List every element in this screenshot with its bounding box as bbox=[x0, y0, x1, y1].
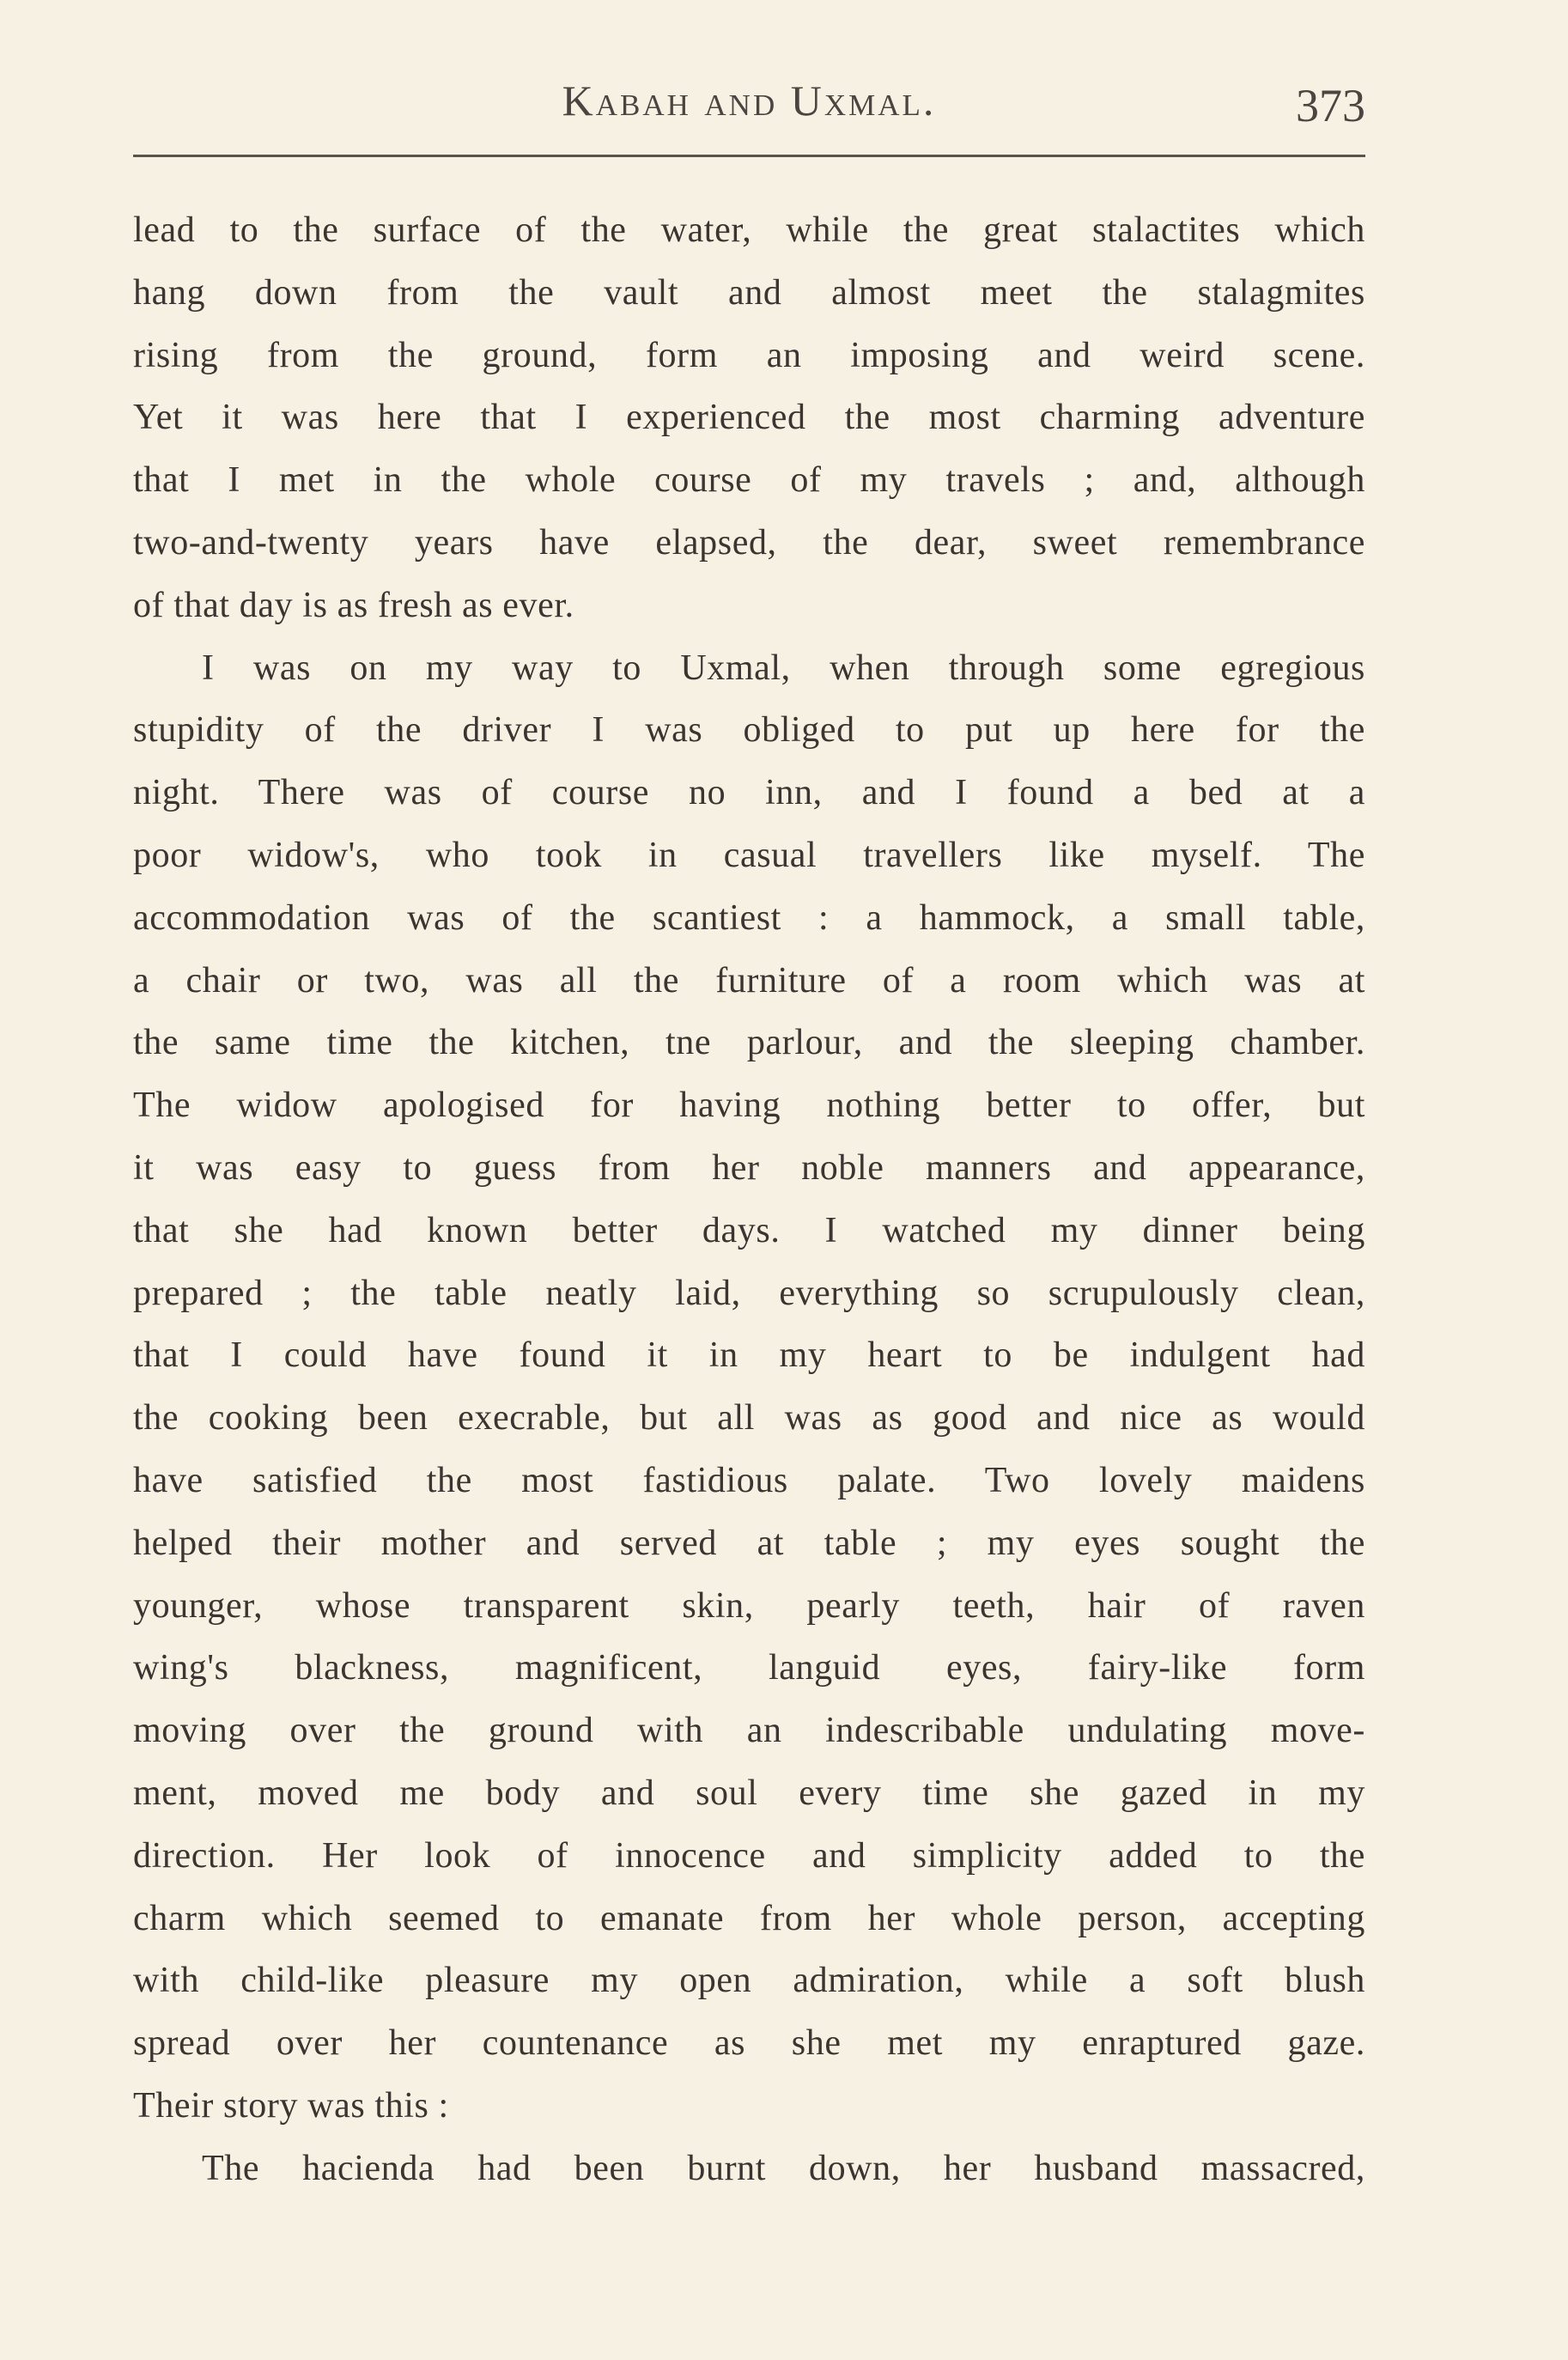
text-line: The hacienda had been burnt down, her husband massacred, bbox=[202, 2148, 1365, 2188]
text-line: Yet it was here that I experienced the most charming adventure bbox=[133, 398, 1365, 438]
text-line: that I could have found it in my heart to be indulgent had bbox=[133, 1335, 1365, 1376]
text-line: moving over the ground with an indescribable undulating move- bbox=[133, 1711, 1365, 1751]
text-line: night. There was of course no inn, and I found a bed at a bbox=[133, 773, 1365, 813]
text-line: stupidity of the driver I was obliged to put up here for the bbox=[133, 710, 1365, 751]
running-head bbox=[133, 76, 1365, 144]
text-line: hang down from the vault and almost meet the stalagmites bbox=[133, 272, 1365, 313]
text-line: two-and-twenty years have elapsed, the dear, sweet remembrance bbox=[133, 522, 1365, 563]
text-line: ment, moved me body and soul every time she gazed in my bbox=[133, 1773, 1365, 1813]
text-line: rising from the ground, form an imposing and weird scene. bbox=[133, 335, 1365, 375]
text-line: The widow apologised for having nothing better to offer, but bbox=[133, 1086, 1365, 1126]
text-line: have satisfied the most fastidious palate. Two lovely maidens bbox=[133, 1460, 1365, 1500]
text-line: prepared ; the table neatly laid, everything so scrupulously clean, bbox=[133, 1273, 1365, 1313]
text-line: direction. Her look of innocence and simplicity added to the bbox=[133, 1835, 1365, 1876]
text-line: the same time the kitchen, tne parlour, and the sleeping chamber. bbox=[133, 1023, 1365, 1063]
text-line: Their story was this : bbox=[133, 2085, 449, 2126]
text-line: younger, whose transparent skin, pearly teeth, hair of raven bbox=[133, 1585, 1365, 1626]
body-text bbox=[133, 199, 1365, 2200]
header-rule bbox=[133, 155, 1365, 157]
text-line: accommodation was of the scantiest : a hammock, a small table, bbox=[133, 897, 1365, 938]
text-line: lead to the surface of the water, while the great stalactites which bbox=[133, 210, 1365, 250]
text-line: spread over her countenance as she met my enraptured gaze. bbox=[133, 2023, 1365, 2064]
text-line: helped their mother and served at table ; my eyes sought the bbox=[133, 1523, 1365, 1563]
text-line: poor widow's, who took in casual travellers like myself. The bbox=[133, 835, 1365, 875]
text-line: of that day is as fresh as ever. bbox=[133, 585, 574, 625]
page-number: 373 bbox=[1296, 80, 1365, 131]
chapter-title: Kabah and Uxmal. bbox=[562, 76, 937, 125]
text-line: that she had known better days. I watched my dinner being bbox=[133, 1210, 1365, 1250]
text-line: a chair or two, was all the furniture of a room which was at bbox=[133, 960, 1365, 1001]
text-line: I was on my way to Uxmal, when through some egregious bbox=[202, 648, 1365, 688]
text-line: wing's blackness, magnificent, languid eyes, fairy-like form bbox=[133, 1648, 1365, 1688]
text-line: the cooking been execrable, but all was as good and nice as would bbox=[133, 1398, 1365, 1439]
text-line: with child-like pleasure my open admiration, while a soft blush bbox=[133, 1961, 1365, 2001]
text-line: it was easy to guess from her noble manners and appearance, bbox=[133, 1147, 1365, 1188]
text-line: charm which seemed to emanate from her whole person, accepting bbox=[133, 1898, 1365, 1938]
text-line: that I met in the whole course of my travels ; and, although bbox=[133, 460, 1365, 501]
